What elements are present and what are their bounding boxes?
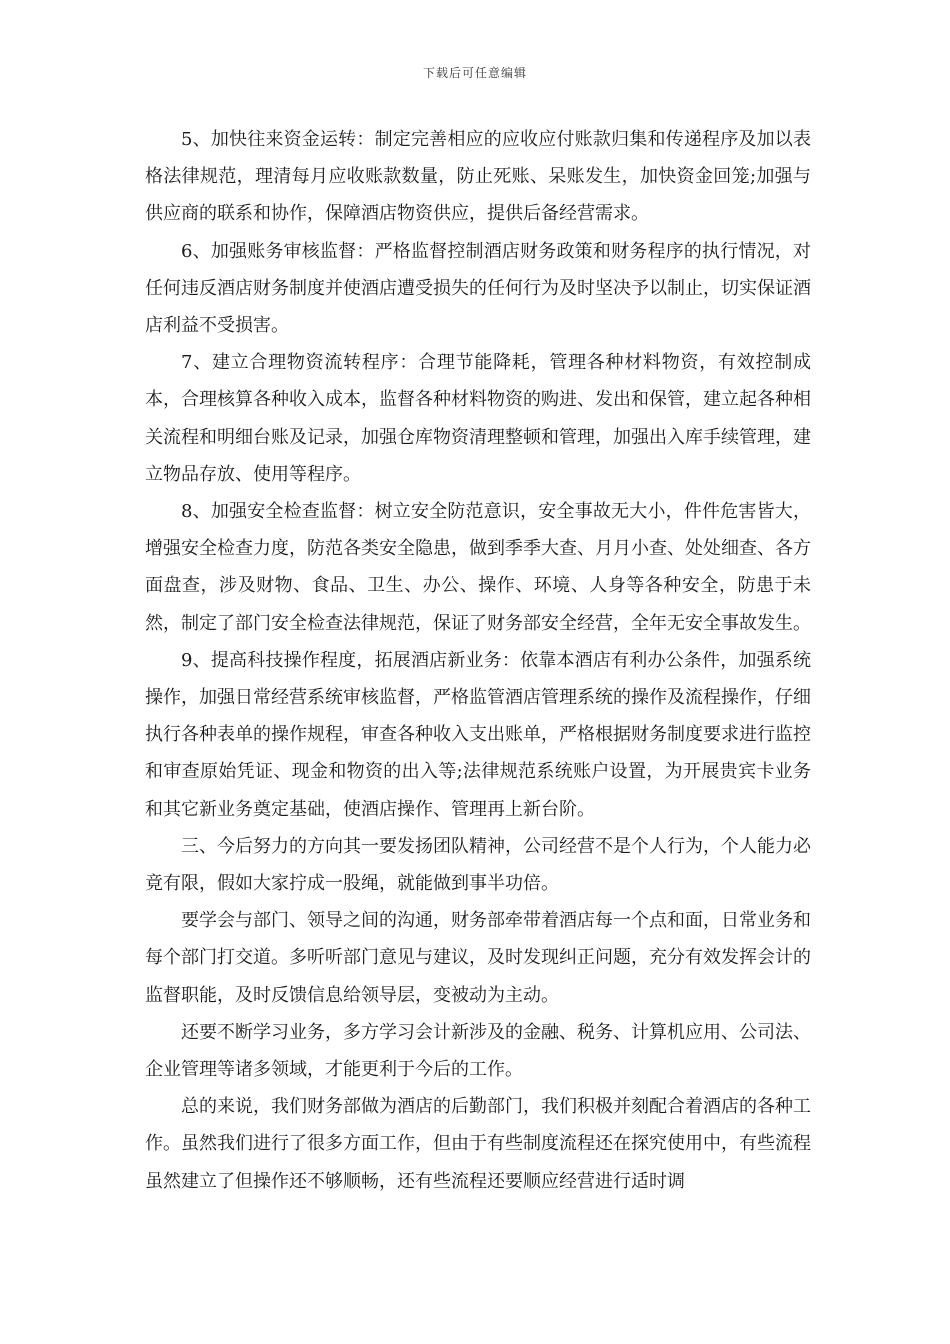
paragraph-learning: 还要不断学习业务，多方学习会计新涉及的金融、税务、计算机应用、公司法、企业管理等诸多领域，才能更利于今后的工作。 [145,1021,811,1081]
document-body [145,121,811,1200]
paragraph-item-8: 8、加强安全检查监督：树立安全防范意识，安全事故无大小，件件危害皆大，增强安全检查力度，防范各类安全隐患，做到季季大查、月月小查、处处细查、各方面盘查，涉及财物、食品、卫生、办公、操作、环境、人身等各种安全，防患于未然，制定了部门安全检查法律规范，保证了财务部安全经营，全年无安全事故发生。 [145,501,811,634]
paragraph-summary: 总的来说，我们财务部做为酒店的后勤部门，我们积极并刻配合着酒店的各种工作。虽然我们进行了很多方面工作，但由于有些制度流程还在探究使用中，有些流程虽然建立了但操作还不够顺畅，还有些流程还要顺应经营进行适时调 [145,1096,811,1192]
paragraph-section-three: 三、今后努力的方向其一要发扬团队精神，公司经营不是个人行为，个人能力必竟有限，假如大家拧成一股绳，就能做到事半功倍。 [145,835,811,895]
paragraph-item-6: 6、加强账务审核监督：严格监督控制酒店财务政策和财务程序的执行情况，对任何违反酒店财务制度并使酒店遭受损失的任何行为及时坚决予以制止，切实保证酒店利益不受损害。 [145,240,811,337]
paragraph-item-7: 7、建立合理物资流转程序：合理节能降耗，管理各种材料物资，有效控制成本，合理核算各种收入成本，监督各种材料物资的购进、发出和保管，建立起各种相关流程和明细台账及记录，加强仓库物资清理整顿和管理，加强出入库手续管理，建立物品存放、使用等程序。 [145,352,811,485]
page-header-note: 下载后可任意编辑 [422,66,527,80]
paragraph-item-9: 9、提高科技操作程度，拓展酒店新业务：依靠本酒店有利办公条件，加强系统操作，加强日常经营系统审核监督，严格监管酒店管理系统的操作及流程操作，仔细执行各种表单的操作规程，审查各种收入支出账单，严格根据财务制度要求进行监控和审查原始凭证、现金和物资的出入等;法律规范系统账户设置，为开展贵宾卡业务和其它新业务奠定基础，使酒店操作、管理再上新台阶。 [145,649,811,820]
paragraph-item-5: 5、加快往来资金运转：制定完善相应的应收应付账款归集和传递程序及加以表格法律规范，理清每月应收账款数量，防止死账、呆账发生，加快资金回笼;加强与供应商的联系和协作，保障酒店物资供应，提供后备经营需求。 [145,129,811,225]
paragraph-communication: 要学会与部门、领导之间的沟通，财务部牵带着酒店每一个点和面，日常业务和每个部门打交道。多听听部门意见与建议，及时发现纠正问题，充分有效发挥会计的监督职能，及时反馈信息给领导层，变被动为主动。 [145,910,811,1006]
